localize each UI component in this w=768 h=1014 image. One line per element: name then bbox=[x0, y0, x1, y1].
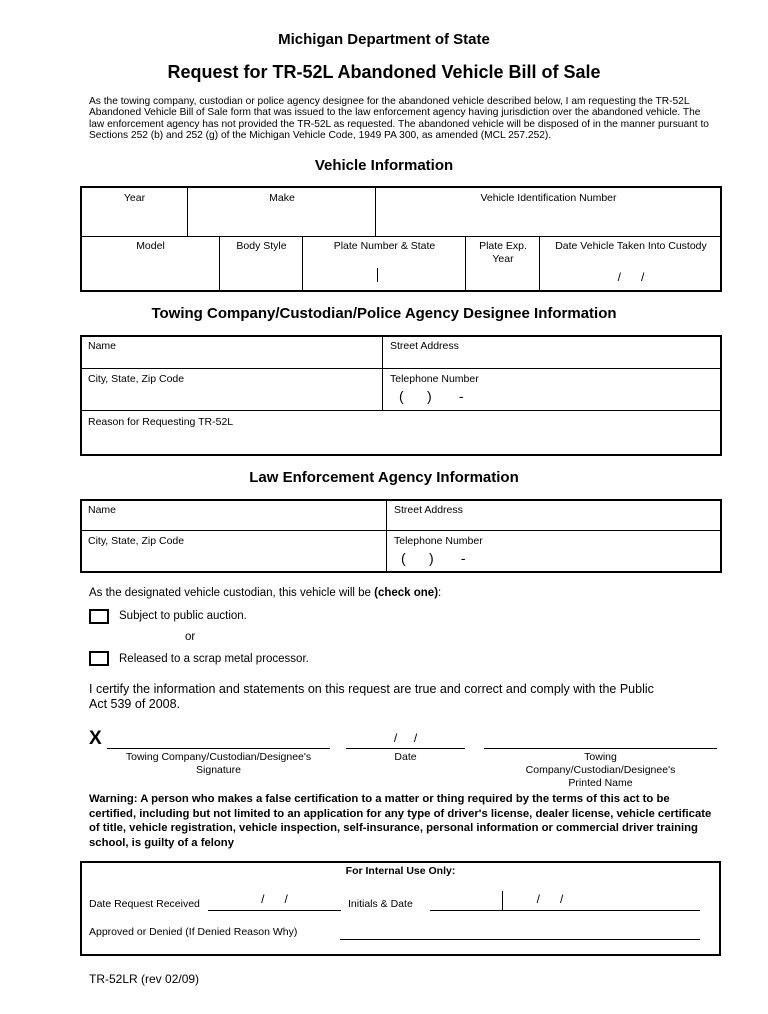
divider bbox=[80, 236, 722, 237]
custody-date-field[interactable]: / / bbox=[617, 270, 645, 284]
divider bbox=[302, 236, 303, 292]
towing-city-field[interactable]: City, State, Zip Code bbox=[88, 373, 185, 385]
law-name-field[interactable]: Name bbox=[88, 504, 117, 516]
law-phone-field[interactable]: ( ) - bbox=[401, 550, 466, 566]
vehicle-section-heading: Vehicle Information bbox=[314, 157, 454, 174]
scrap-metal-checkbox[interactable] bbox=[89, 651, 109, 666]
warning-text: Warning: A person who makes a false certification to a matter or thing required by the terms of this act to be certified, including but not limited to an application for any type of driver's license, dealer license, vehicle certificate of title, vehicle registration, vehicle inspection, self-insurance, personal information or commercial driver training school, is guilty of a felony bbox=[89, 793, 712, 849]
disposal-prompt-end: : bbox=[438, 587, 442, 599]
divider bbox=[80, 410, 722, 411]
signature-line[interactable] bbox=[107, 748, 330, 749]
disposal-prompt bbox=[89, 587, 441, 599]
make-label: Make bbox=[269, 192, 295, 204]
printed-name-line[interactable] bbox=[484, 748, 717, 749]
public-auction-checkbox[interactable] bbox=[89, 609, 109, 624]
divider bbox=[465, 236, 466, 292]
divider bbox=[375, 186, 376, 237]
initials-date-field[interactable] bbox=[430, 910, 700, 911]
towing-section-heading: Towing Company/Custodian/Police Agency Designee Information bbox=[151, 305, 617, 322]
initials-date-separators: / / bbox=[536, 892, 564, 906]
plate-state-divider bbox=[377, 268, 378, 282]
towing-reason-field[interactable]: Reason for Requesting TR-52L bbox=[88, 416, 234, 428]
divider bbox=[80, 530, 722, 531]
approved-denied-label: Approved or Denied (If Denied Reason Why) bbox=[89, 926, 298, 938]
towing-street-field[interactable]: Street Address bbox=[390, 340, 459, 352]
divider bbox=[539, 236, 540, 292]
approved-denied-field[interactable] bbox=[340, 939, 700, 940]
scrap-metal-label: Released to a scrap metal processor. bbox=[119, 653, 309, 665]
or-label: or bbox=[185, 631, 196, 643]
towing-phone-label: Telephone Number bbox=[390, 373, 479, 385]
divider bbox=[386, 499, 387, 573]
date-label: Date bbox=[394, 751, 417, 763]
department-name: Michigan Department of State bbox=[278, 31, 490, 48]
divider bbox=[187, 186, 188, 237]
signature-label: Towing Company/Custodian/Designee's Signature bbox=[125, 751, 312, 776]
initials-divider bbox=[502, 891, 503, 910]
divider bbox=[80, 368, 722, 369]
date-line[interactable] bbox=[346, 748, 465, 749]
certify-date-separators: / / bbox=[393, 731, 418, 745]
initials-date-label: Initials & Date bbox=[348, 898, 413, 910]
towing-name-field[interactable]: Name bbox=[88, 340, 117, 352]
divider bbox=[382, 335, 383, 411]
vin-label: Vehicle Identification Number bbox=[480, 192, 617, 204]
plate-label: Plate Number & State bbox=[333, 240, 436, 252]
public-auction-label: Subject to public auction. bbox=[119, 610, 247, 622]
disposal-prompt-bold: (check one) bbox=[374, 587, 439, 599]
internal-use-heading: For Internal Use Only: bbox=[345, 865, 456, 877]
law-city-field[interactable]: City, State, Zip Code bbox=[88, 535, 185, 547]
law-phone-label: Telephone Number bbox=[394, 535, 483, 547]
custody-date-label: Date Vehicle Taken Into Custody bbox=[555, 240, 707, 252]
plate-exp-label: Plate Exp. Year bbox=[479, 240, 527, 265]
model-label: Model bbox=[136, 240, 165, 252]
date-received-label: Date Request Received bbox=[89, 898, 200, 910]
date-received-separators: / / bbox=[261, 892, 288, 906]
body-style-label: Body Style bbox=[236, 240, 287, 252]
year-label: Year bbox=[123, 192, 146, 204]
law-section-heading: Law Enforcement Agency Information bbox=[249, 469, 519, 486]
x-mark: X bbox=[89, 728, 102, 749]
divider bbox=[219, 236, 220, 292]
disposal-prompt-text: As the designated vehicle custodian, this vehicle will be bbox=[89, 587, 371, 599]
intro-paragraph: As the towing company, custodian or police agency designee for the abandoned vehicle described below, I am requesting the TR-52L Abandoned Vehicle Bill of Sale form that was issued to the law enforcement agency having jurisdiction over the abandoned vehicle. The law enforcement agency has not provided the TR-52L as requested. The abandoned vehicle will be disposed of in the manner pursuant to Sections 252 (b) and 252 (g) of the Michigan Vehicle Code, 1949 PA 300, as amended (MCL 257.252). bbox=[89, 96, 709, 142]
date-received-field[interactable] bbox=[208, 910, 341, 911]
law-street-field[interactable]: Street Address bbox=[394, 504, 463, 516]
certify-statement: I certify the information and statements on this request are true and correct and comply with the Public Act 539 of 2008. bbox=[89, 682, 654, 711]
towing-phone-field[interactable]: ( ) - bbox=[399, 388, 464, 404]
form-id: TR-52LR (rev 02/09) bbox=[89, 972, 200, 986]
form-title: Request for TR-52L Abandoned Vehicle Bill of Sale bbox=[167, 62, 601, 82]
printed-name-label: Towing Company/Custodian/Designee's Printed Name bbox=[525, 751, 676, 789]
